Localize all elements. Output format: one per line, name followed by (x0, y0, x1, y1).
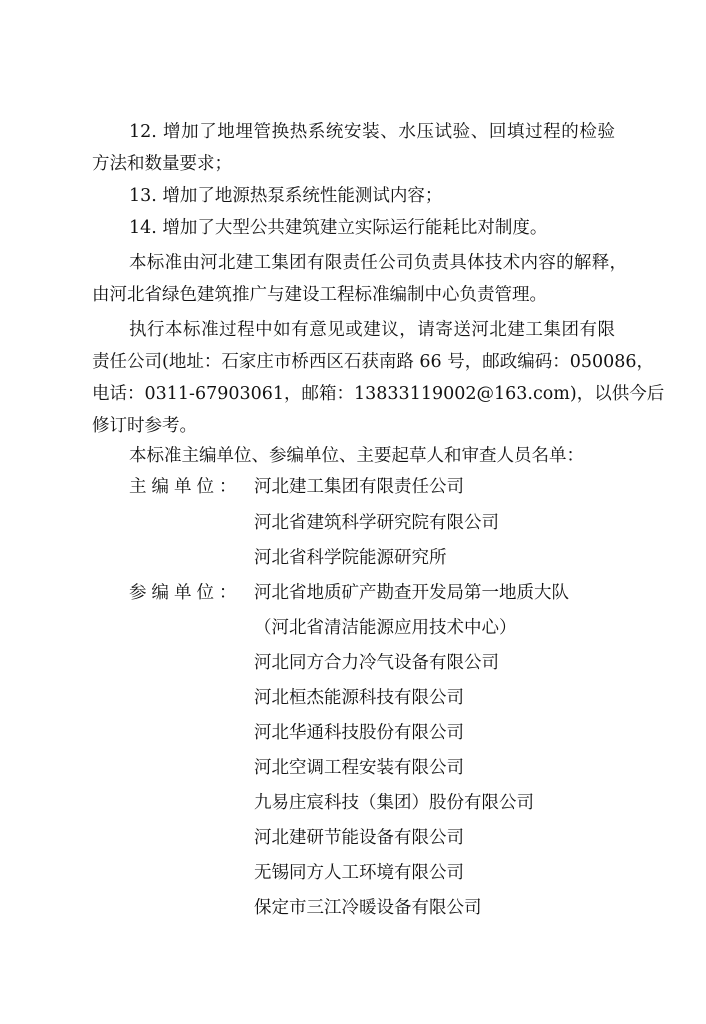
participant-unit: 河北桓杰能源科技有限公司 (254, 688, 464, 708)
item-13: 13. 增加了地源热泵系统性能测试内容； (129, 186, 443, 206)
feedback-line-3: 电话：0311-67903061，邮箱：13833119002@163.com)，以供今后 (92, 384, 665, 404)
chief-editor-unit: 河北省建筑科学研究院有限公司 (254, 513, 499, 533)
participant-unit: （河北省清洁能源应用技术中心） (254, 618, 517, 638)
participant-unit: 保定市三江冷暖设备有限公司 (254, 898, 482, 918)
item-14: 14. 增加了大型公共建筑建立实际运行能耗比对制度。 (129, 218, 548, 238)
participant-unit: 河北同方合力冷气设备有限公司 (254, 653, 499, 673)
participant-unit: 河北省地质矿产勘查开发局第一地质大队 (254, 583, 569, 603)
participant-unit: 河北建研节能设备有限公司 (254, 828, 464, 848)
feedback-line-2: 责任公司(地址：石家庄市桥西区石获南路 66 号，邮政编码：050086， (92, 352, 655, 372)
feedback-line-4: 修订时参考。 (92, 416, 197, 436)
feedback-line-1: 执行本标准过程中如有意见或建议，请寄送河北建工集团有限 (129, 320, 615, 340)
item-12-line-2: 方法和数量要求； (92, 154, 232, 174)
participant-unit: 九易庄宸科技（集团）股份有限公司 (254, 793, 534, 813)
chief-editor-unit: 河北省科学院能源研究所 (254, 548, 447, 568)
participant-unit: 无锡同方人工环境有限公司 (254, 863, 464, 883)
participant-unit: 河北空调工程安装有限公司 (254, 758, 464, 778)
participants-label: 参编单位： (129, 583, 242, 603)
chief-editor-label: 主编单位： (129, 477, 242, 497)
chief-editor-unit: 河北建工集团有限责任公司 (254, 477, 464, 497)
list-intro: 本标准主编单位、参编单位、主要起草人和审查人员名单： (129, 446, 584, 466)
interpretation-line-1: 本标准由河北建工集团有限责任公司负责具体技术内容的解释， (129, 253, 627, 273)
participant-unit: 河北华通科技股份有限公司 (254, 723, 464, 743)
interpretation-line-2: 由河北省绿色建筑推广与建设工程标准编制中心负责管理。 (92, 285, 547, 305)
item-12-line-1: 12. 增加了地埋管换热系统安装、水压试验、回填过程的检验 (129, 122, 615, 142)
